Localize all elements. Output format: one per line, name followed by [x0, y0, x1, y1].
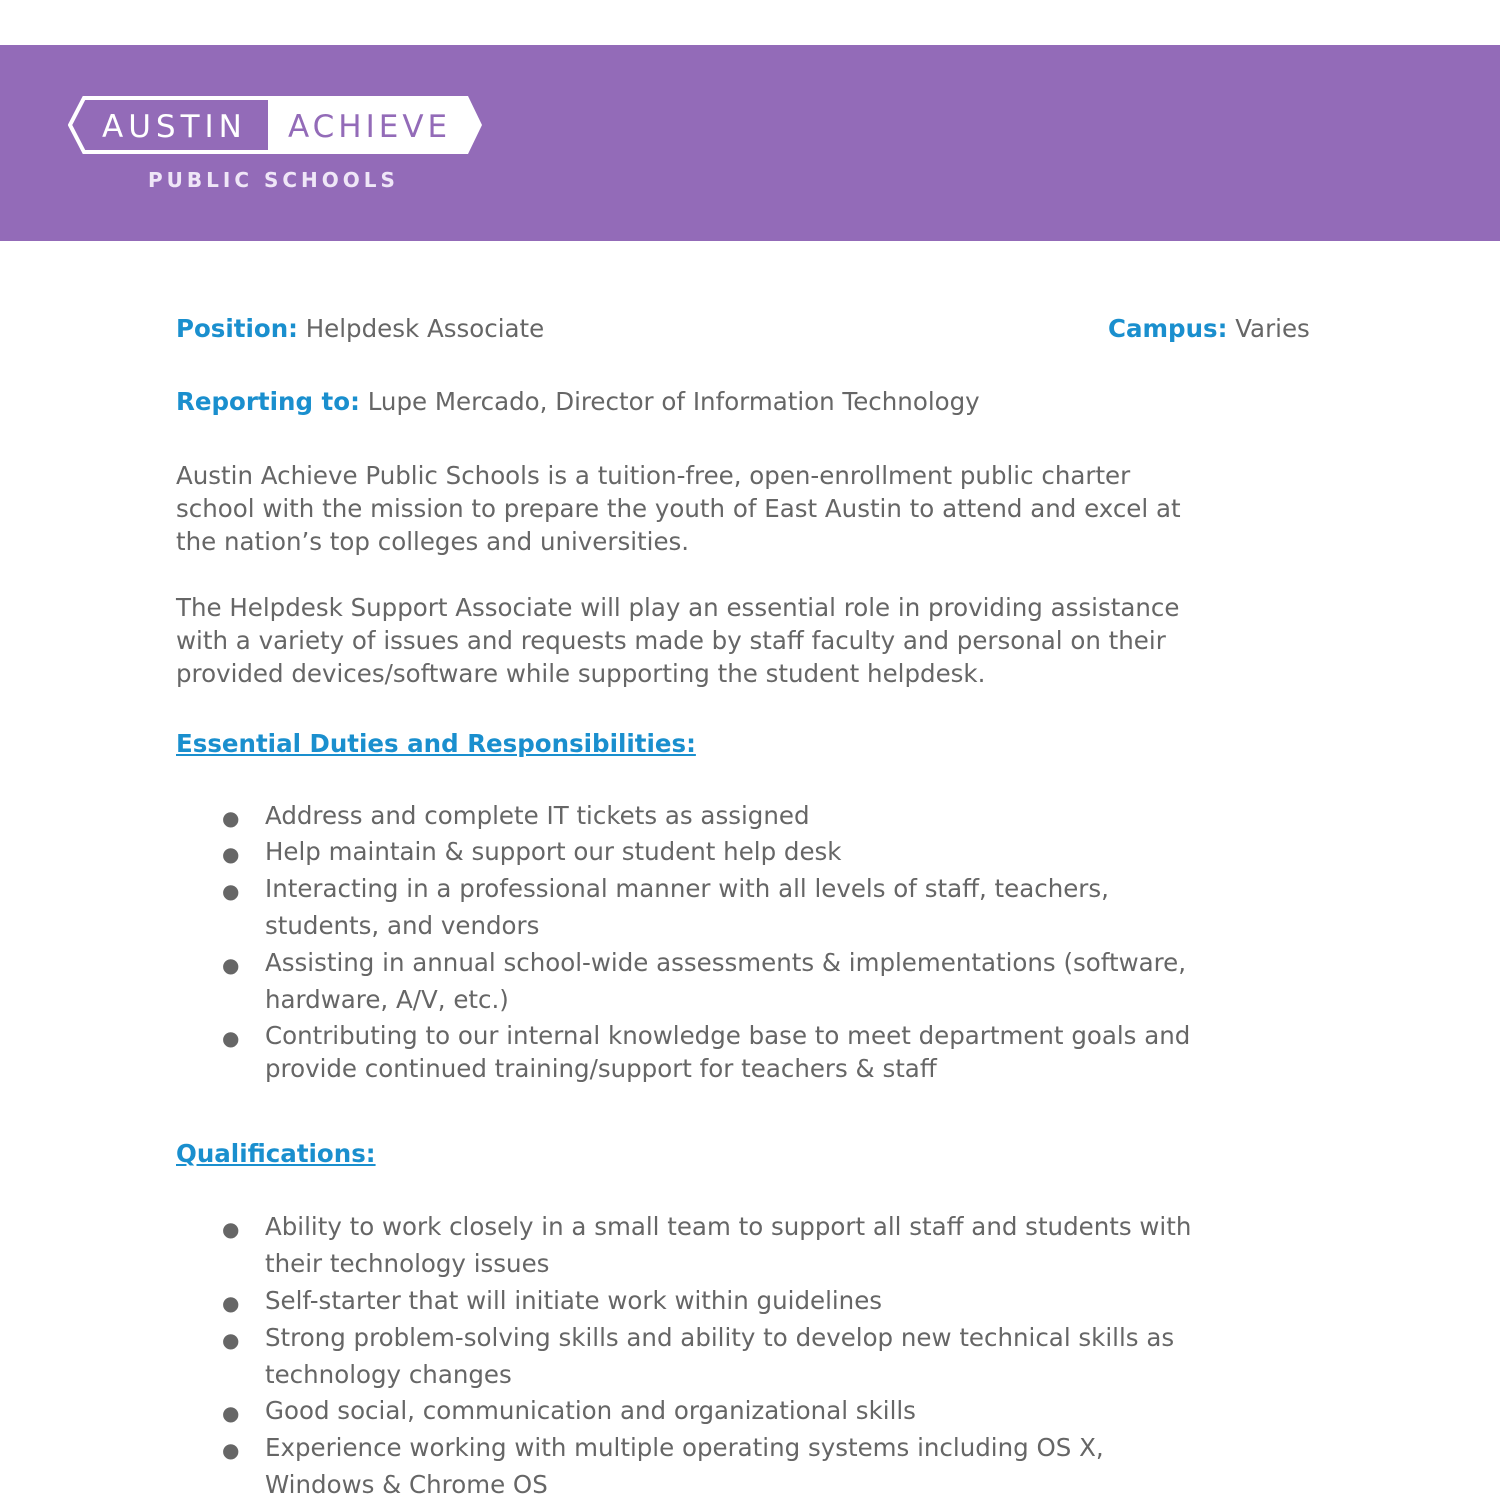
qualification-item-cont: technology changes [265, 1360, 512, 1389]
bullet-icon: ● [222, 806, 240, 830]
duties-heading: Essential Duties and Responsibilities: [176, 729, 696, 758]
bullet-icon: ● [222, 1217, 240, 1241]
logo [68, 96, 484, 196]
duty-item-cont: hardware, A/V, etc.) [265, 985, 509, 1014]
duty-item-cont: provide continued training/support for teachers & staff [265, 1054, 937, 1083]
logo-subtitle: PUBLIC SCHOOLS [148, 168, 399, 192]
duty-item: Help maintain & support our student help desk [265, 837, 842, 866]
reporting-value: Lupe Mercado, Director of Information Technology [367, 387, 980, 416]
position-label: Position: [176, 314, 298, 343]
campus-value: Varies [1235, 314, 1310, 343]
summary-line: provided devices/software while supporting the student helpdesk. [176, 659, 986, 688]
bullet-icon: ● [222, 1026, 240, 1050]
intro-line: Austin Achieve Public Schools is a tuition-free, open-enrollment public charter [176, 461, 1131, 490]
duty-item-cont: students, and vendors [265, 911, 540, 940]
position-row [176, 314, 544, 343]
bullet-icon: ● [222, 1328, 240, 1352]
logo-word-austin: AUSTIN [102, 109, 247, 145]
qualification-item-cont: their technology issues [265, 1249, 550, 1278]
duty-item: Assisting in annual school-wide assessments & implementations (software, [265, 948, 1187, 977]
summary-line: The Helpdesk Support Associate will play an essential role in providing assistance [176, 593, 1180, 622]
summary-line: with a variety of issues and requests made by staff faculty and personal on their [176, 626, 1166, 655]
intro-line: the nation’s top colleges and universities. [176, 527, 690, 556]
campus-row [1108, 314, 1310, 343]
qualification-item: Strong problem-solving skills and ability to develop new technical skills as [265, 1323, 1175, 1352]
bullet-icon: ● [222, 1291, 240, 1315]
bullet-icon: ● [222, 1401, 240, 1425]
qualification-item: Ability to work closely in a small team to support all staff and students with [265, 1212, 1192, 1241]
bullet-icon: ● [222, 953, 240, 977]
position-value: Helpdesk Associate [305, 314, 545, 343]
campus-label: Campus: [1108, 314, 1228, 343]
qualification-item-cont: Windows & Chrome OS [265, 1470, 548, 1499]
bullet-icon: ● [222, 1438, 240, 1462]
duty-item: Address and complete IT tickets as assigned [265, 801, 810, 830]
bullet-icon: ● [222, 879, 240, 903]
reporting-label: Reporting to: [176, 387, 360, 416]
qualification-item: Experience working with multiple operating systems including OS X, [265, 1433, 1104, 1462]
logo-word-achieve: ACHIEVE [288, 109, 452, 145]
qualification-item: Good social, communication and organizational skills [265, 1396, 916, 1425]
qualifications-heading: Qualifications: [176, 1139, 376, 1168]
duty-item: Interacting in a professional manner with all levels of staff, teachers, [265, 874, 1109, 903]
reporting-row [176, 387, 980, 416]
qualification-item: Self-starter that will initiate work within guidelines [265, 1286, 883, 1315]
bullet-icon: ● [222, 842, 240, 866]
duty-item: Contributing to our internal knowledge base to meet department goals and [265, 1021, 1191, 1050]
intro-line: school with the mission to prepare the youth of East Austin to attend and excel at [176, 494, 1181, 523]
